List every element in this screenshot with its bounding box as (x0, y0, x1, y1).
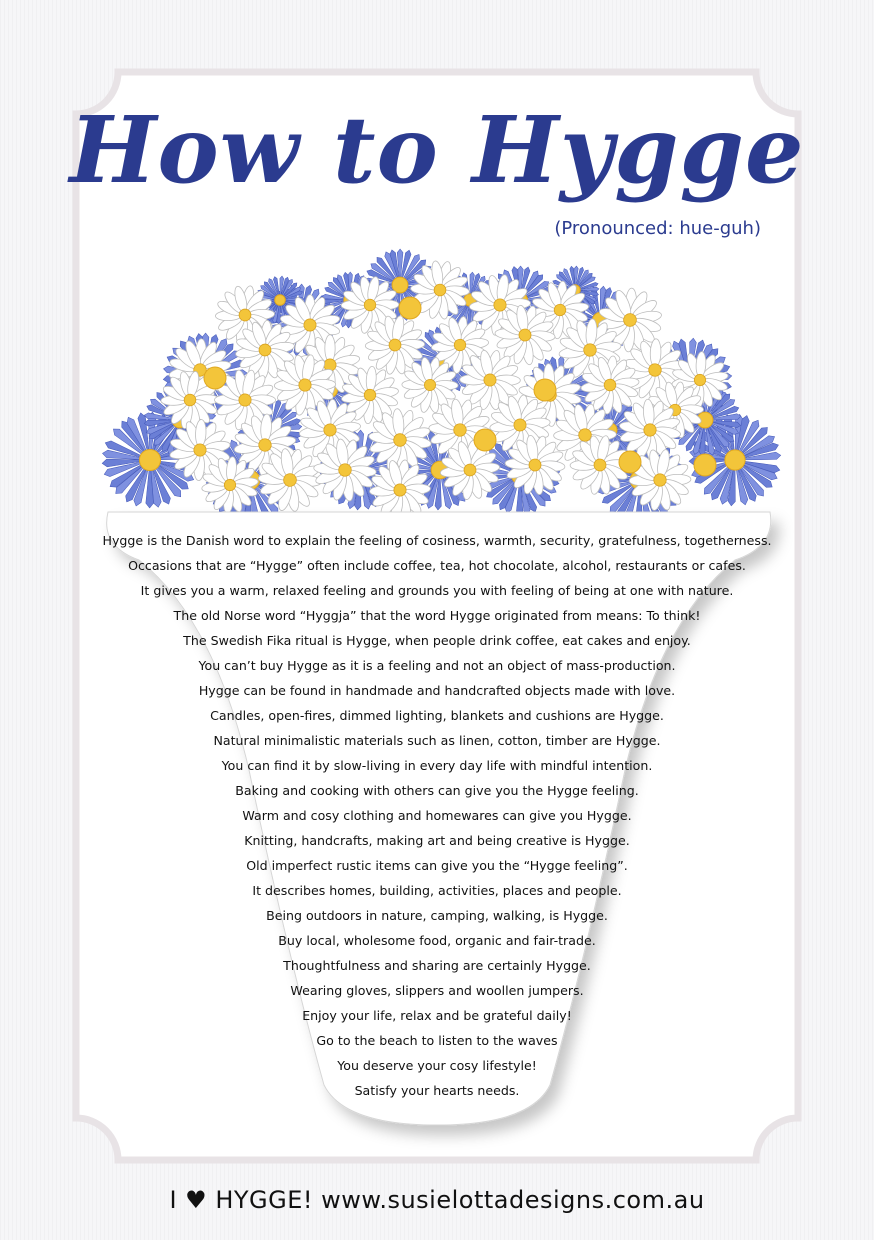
tip-line: Knitting, handcrafts, making art and being creative is Hygge. (244, 833, 630, 848)
tip-line: It gives you a warm, relaxed feeling and grounds you with feeling of being at one with nature. (140, 583, 734, 598)
tip-line: Satisfy your hearts needs. (354, 1083, 520, 1098)
tip-line: You deserve your cosy lifestyle! (337, 1058, 537, 1073)
tip-line: Occasions that are “Hygge” often include coffee, tea, hot chocolate, alcohol, restaurants or cafes. (128, 558, 746, 573)
tip-line: Wearing gloves, slippers and woollen jumpers. (290, 983, 584, 998)
tip-line: Thoughtfulness and sharing are certainly Hygge. (283, 958, 591, 973)
yellow-bud (399, 297, 421, 319)
yellow-bud (694, 454, 716, 476)
tip-line: Candles, open-fires, dimmed lighting, blankets and cushions are Hygge. (210, 708, 664, 723)
tip-line: You can find it by slow-living in every day life with mindful intention. (221, 758, 653, 773)
tip-line: It describes homes, building, activities, places and people. (252, 883, 622, 898)
yellow-bud (534, 379, 556, 401)
footer-credit (0, 1186, 874, 1214)
tip-line: Natural minimalistic materials such as linen, cotton, timber are Hygge. (213, 733, 661, 748)
tip-line: You can’t buy Hygge as it is a feeling and not an object of mass-production. (198, 658, 676, 673)
hygge-tips-list (100, 528, 774, 1103)
tip-line: Baking and cooking with others can give you the Hygge feeling. (235, 783, 639, 798)
heart-icon: ♥ (185, 1186, 208, 1214)
footer-website: HYGGE! www.susielottadesigns.com.au (215, 1186, 705, 1214)
flower-cluster (102, 249, 781, 525)
tip-line: Go to the beach to listen to the waves (316, 1033, 558, 1048)
tip-line: Buy local, wholesome food, organic and fair-trade. (278, 933, 596, 948)
tip-line: Being outdoors in nature, camping, walking, is Hygge. (266, 908, 608, 923)
pronunciation-note: (Pronounced: hue-guh) (554, 218, 761, 239)
tip-line: Enjoy your life, relax and be grateful daily! (302, 1008, 572, 1023)
tip-line: Hygge can be found in handmade and handcrafted objects made with love. (198, 683, 676, 698)
tip-line: Warm and cosy clothing and homewares can give you Hygge. (242, 808, 632, 823)
page-title: How to Hygge (69, 96, 805, 204)
tip-line: Old imperfect rustic items can give you the “Hygge feeling”. (246, 858, 628, 873)
yellow-bud (204, 367, 226, 389)
footer-prefix: I (169, 1186, 178, 1214)
tip-line: Hygge is the Danish word to explain the feeling of cosiness, warmth, security, gratefulness, togetherness. (102, 533, 772, 548)
tip-line: The Swedish Fika ritual is Hygge, when people drink coffee, eat cakes and enjoy. (183, 633, 691, 648)
yellow-bud (619, 451, 641, 473)
yellow-bud (474, 429, 496, 451)
tip-line: The old Norse word “Hyggja” that the word Hygge originated from means: To think! (173, 608, 701, 623)
